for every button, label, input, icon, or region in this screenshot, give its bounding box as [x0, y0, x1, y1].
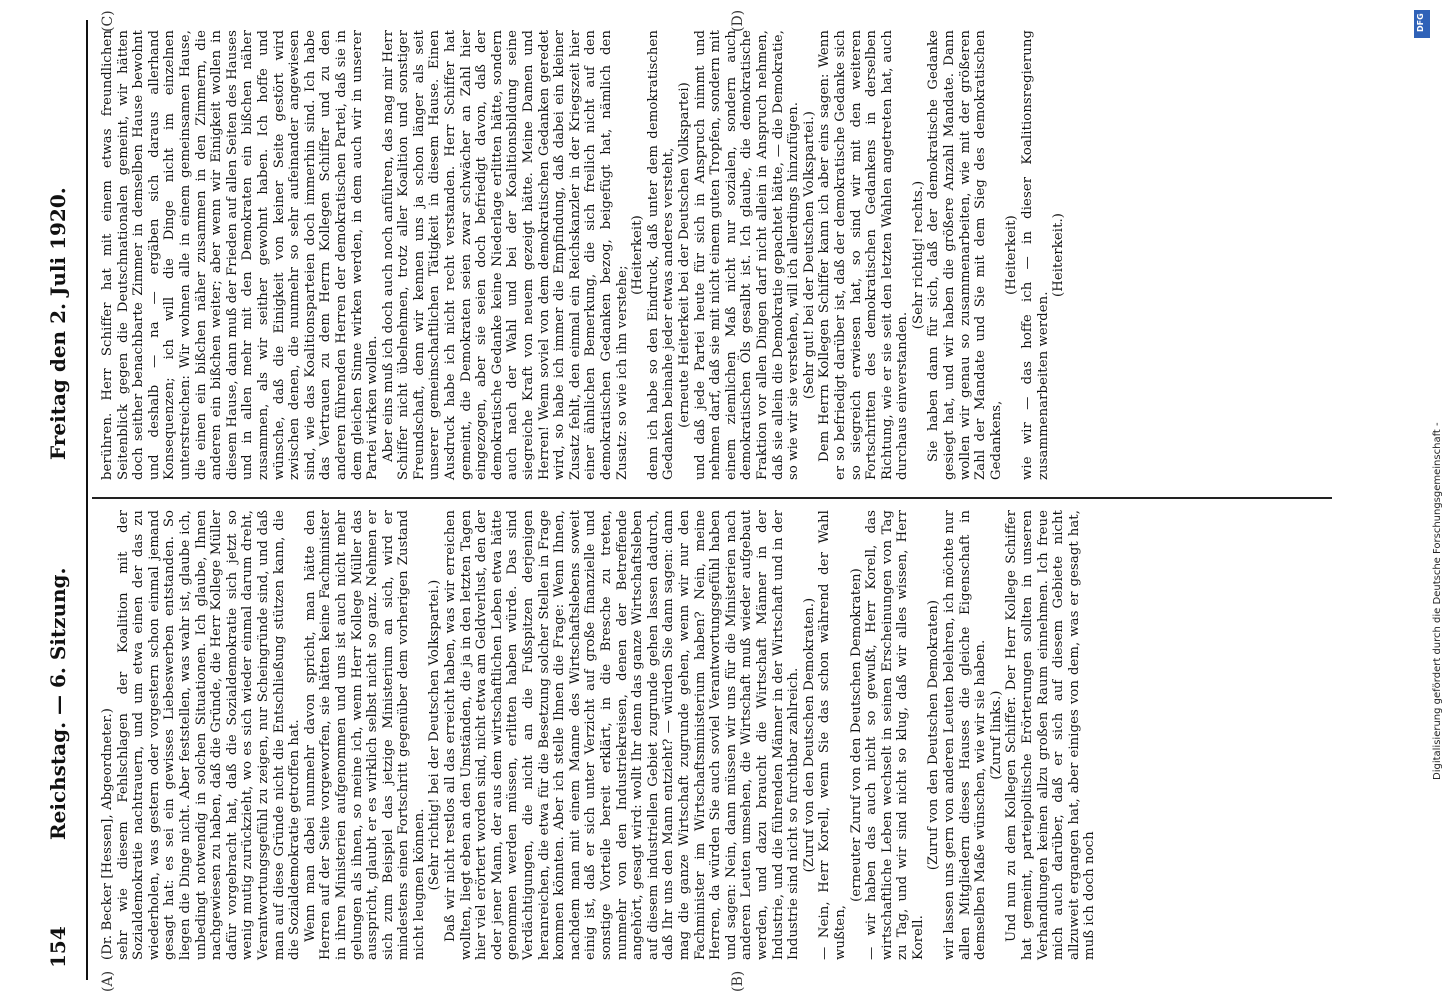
- margin-label-a: (A): [100, 970, 116, 992]
- margin-label-b: (B): [730, 970, 746, 992]
- right-para-3: denn ich habe so den Eindruck, daß unter dem demokratischen Gedanken beinahe jeder etwas anderes versteht,: [645, 30, 677, 480]
- column-divider: [92, 497, 1332, 499]
- left-para-0: (Dr. Becker [Hessen], Abgeordneter.): [100, 707, 115, 960]
- left-para-8: — wir haben das auch nicht so gewußt, Herr Korell, das wirtschaftliche Leben wechselt in seinen Erscheinungen von Tag zu Tag, und wir sind nicht so klug, daß wir alles wissen, Herr Korell.: [864, 510, 926, 960]
- left-para-2: Wenn man dabei nunmehr davon spricht, man hätte den Herren auf der Seite vorgeworfen, sie hätten keine Fachminister in ihren Ministerien aufgenommen und uns ist auch nicht mehr gelungen als ihnen, so meine ich, wenn Herr Kollege Müller das ausspricht, glaubt er es wirklich selbst nicht so ganz. Nehmen er sich zum Beispiel das jetzige Ministerium an sich, wird er mindestens einen Fortschritt gegenüber dem vorherigen Zustand nicht leugnen können.: [302, 510, 427, 960]
- margin-label-c: (C): [100, 10, 116, 32]
- left-para-11: (Zuruf links.): [988, 690, 1004, 780]
- right-para-4: (erneute Heiterkeit bei der Deutschen Volkspartei): [676, 82, 692, 428]
- right-column: [100, 30, 1067, 480]
- dfg-logo-text: DFG: [1416, 13, 1425, 32]
- margin-label-d: (D): [730, 9, 746, 32]
- right-para-1: Aber eins muß ich doch auch noch anführen, das mag mir Herr Schiffer nicht übelnehmen, trotz aller Koalition und sonstiger Freundschaft, denn wir kennen uns ja schon länger als seit unserer gemeinschaftlichen Tätigkeit in diesem Hause. Einen Ausdruck habe ich nicht recht verstanden. Herr Schiffer hat gemeint, die Demokraten seien zwar schwächer an Zahl hier eingezogen, aber sie seien doch befriedigt davon, daß der demokratische Gedanke keine Niederlage erlitten hätte, sondern auch nach der Wahl und bei der Koalitionsbildung seine siegreiche Kraft von neuem gezeigt hätte. Meine Damen und Herren! Wenn soviel von dem demokratischen Gedanken geredet wird, so habe ich immer die Empfindung, daß dabei ein kleiner Zusatz fehlt, den einmal ein Reichskanzler in der Kriegszeit hier einer ähnlichen Bemerkung, die sich freilich nicht auf den demokratischen Gedanken bezog, beigefügt hat, nämlich den Zusatz: so wie ich ihn verstehe;: [380, 30, 630, 480]
- left-para-3: (Sehr richtig! bei der Deutschen Volkspartei.): [427, 579, 443, 891]
- header-rule: [86, 20, 88, 980]
- right-para-12: (Heiterkeit.): [1051, 212, 1067, 298]
- right-para-10: (Heiterkeit): [1004, 215, 1020, 295]
- right-para-7: Dem Herrn Kollegen Schiffer kann ich aber eins sagen: Wenn er so befriedigt darüber ist, daß der demokratische Gedanke sich so siegreich erwiesen hat, so sind wir mit den weiteren Fortschritten des demokratischen Gedankens in derselben Richtung, wie er sie seit den letzten Wahlen angetreten hat, auch durchaus einverstanden.: [817, 30, 911, 480]
- right-para-2: (Heiterkeit): [630, 215, 646, 295]
- right-header-title: Freitag den 2. Juli 1920.: [46, 187, 70, 460]
- right-para-0: berühren. Herr Schiffer hat mit einem etwas freundlichen Seitenblick gegen die Deutschnationalen gemeint, wir hätten doch seither benachbarte Zimmer in demselben Hause bewohnt und deshalb — na — ergäben sich daraus allerhand Konsequenzen; ich will die Dinge nicht im einzelnen unterstreichen: Wir wohnen alle in einem gemeinsamen Hause, die einen ein bißchen näher zusammen in den Zimmern, die anderen ein bißchen weiter; aber wenn wir Einigkeit wollen in diesem Hause, dann muß der Frieden auf allen Seiten des Hauses und in allen mehr mit den Demokraten ein bißchen näher zusammen, als wir seither gewohnt haben. Ich hoffe und wünsche, daß die Einigkeit von keiner Seite gestört wird zwischen denen, die nunmehr so sehr aufeinander angewiesen sind, wie das Koalitionsparteien doch immerhin sind. Ich habe das Vertrauen zu dem Herrn Kollegen Schiffer und zu den anderen führenden Herren der demokratischen Partei, daß sie in dem gleichen Sinne wirken werden, in dem auch wir in unserer Partei wirken wollen.: [100, 30, 381, 480]
- right-para-5: und daß jede Partei heute für sich in Anspruch nimmt und nehmen darf, daß sie mit nicht einem guten Tropfen, sondern mit einem ziemlichen Maß nicht nur sozialen, sondern auch demokratischen Öls gesalbt ist. Ich glaube, die demokratische Fraktion vor allen Dingen darf nicht allein in Anspruch nehmen, daß sie allein die Demokratie gepachtet hätte, — die Demokratie, so wie wir sie verstehen, will ich allerdings hinzufügen.: [692, 30, 802, 480]
- right-para-11: wie wir — das hoffe ich — in dieser Koalitionsregierung zusammenarbeiten werden.: [1020, 30, 1051, 480]
- left-para-9: (Zuruf von den Deutschen Demokraten): [926, 599, 942, 871]
- left-header-title: Reichstag. — 6. Sitzung.: [46, 567, 70, 840]
- left-para-4: Daß wir nicht restlos all das erreicht haben, was wir erreichen wollten, liegt eben an den Umständen, die ja in den letzten Tagen hier viel erörtert worden sind, nicht etwa am Geldverlust, den der oder jener Mann, der aus dem wirtschaftlichen Leben etwa hätte genommen werden müssen, erlitten haben würde. Das sind Verdächtigungen, die nicht an die Fußspitzen derjenigen heranreichen, die etwa für die Besetzung solcher Stellen in Frage kommen könnten. Aber ich stelle Ihnen die Frage: Wenn Ihnen, nachdem man mit einem Manne des Wirtschaftslebens soweit einig ist, daß er sich unter Verzicht auf große finanzielle und sonstige Vorteile bereit erklärt, in die Bresche zu treten, nunmehr von den Industriekreisen, denen der Betreffende angehört, gesagt wird: wollt Ihr denn das ganze Wirtschaftsleben auf diesem industriellen Gebiet zugrunde gehen lassen dadurch, daß Ihr uns den Mann entzieht? — würden Sie dann sagen: dann mag die ganze Wirtschaft zugrunde gehen, wenn wir nur den Fachminister im Wirtschaftsministerium haben? Nein, meine Herren, da würden Sie auch soviel Verantwortungsgefühl haben und sagen: Nein, dann müssen wir uns für die Ministerien nach anderen Leuten umsehen, die Wirtschaft muß wieder aufgebaut werden, und dazu braucht die Wirtschaft Männer in der Industrie, und die führenden Männer in der Wirtschaft und in der Industrie sind nicht so furchtbar zahlreich.: [443, 510, 802, 960]
- digitization-note: Digitalisierung gefördert durch die Deutsche Forschungsgemeinschaft -: [1432, 422, 1443, 780]
- right-para-9: Sie haben dann für sich, daß der demokratische Gedanke gesiegt hat, und wir haben die größere Anzahl Mandate. Dann wollen wir genau so zusammenarbeiten, wie mit der größeren Zahl der Mandate und Sie mit dem Sieg des demokratischen Gedankens,: [926, 30, 1004, 480]
- left-column: [100, 510, 1098, 960]
- dfg-logo: [1414, 10, 1430, 38]
- left-para-5: (Zuruf von den Deutschen Demokraten.): [801, 597, 817, 873]
- right-para-6: (Sehr gut! bei der Deutschen Volkspartei.): [801, 110, 817, 400]
- left-para-12: Und nun zu dem Kollegen Schiffer. Der Herr Kollege Schiffer hat gemeint, parteipolitische Erörterungen sollten in unseren Verhandlungen keinen allzu großen Raum einnehmen. Ich freue mich auch darüber, daß er sich auf diesem Gebiete nicht allzuweit ergangen hat, aber einiges von dem, was er gesagt hat, muß ich doch noch: [1004, 510, 1098, 960]
- left-para-1: sehr wie diesem Fehlschlagen der Koalition mit der Sozialdemokratie nachtrauern, und um etwa einen der das zu wiederholen, was gestern oder vorgestern schon einmal jemand gesagt hat: es sei ein gewisses Liebeswerben entstanden. So liegen die Dinge nicht. Aber feststellen, was wahr ist, glaube ich, unbedingt notwendig in solchen Situationen. Ich glaube, Ihnen nachgewiesen zu haben, daß die Gründe, die Herr Kollege Müller dafür vorgebracht hat, daß die Sozialdemokratie sich jetzt so wenig mutig zurückzieht, wo es sich wieder einmal darum dreht, Verantwortungsgefühl zu zeigen, nur Scheingründe sind, und daß man auf diese Gründe nicht die Entschließung stützen kann, die die Sozialdemokratie getroffen hat.: [115, 510, 303, 960]
- left-para-7: (erneuter Zuruf von den Deutschen Demokraten): [848, 568, 864, 902]
- page-number: 154: [46, 926, 70, 968]
- left-para-10: wir lassen uns gern von anderen Leuten belehren, ich möchte nur allen Mitgliedern dieses Hauses die gleiche Eigenschaft in demselben Maße wünschen, wie wir sie haben.: [942, 510, 989, 960]
- left-para-6: — Nein, Herr Korell, wenn Sie das schon während der Wahl wußten,: [817, 510, 848, 960]
- page-header: [44, 20, 74, 980]
- right-para-8: (Sehr richtig! rechts.): [910, 180, 926, 330]
